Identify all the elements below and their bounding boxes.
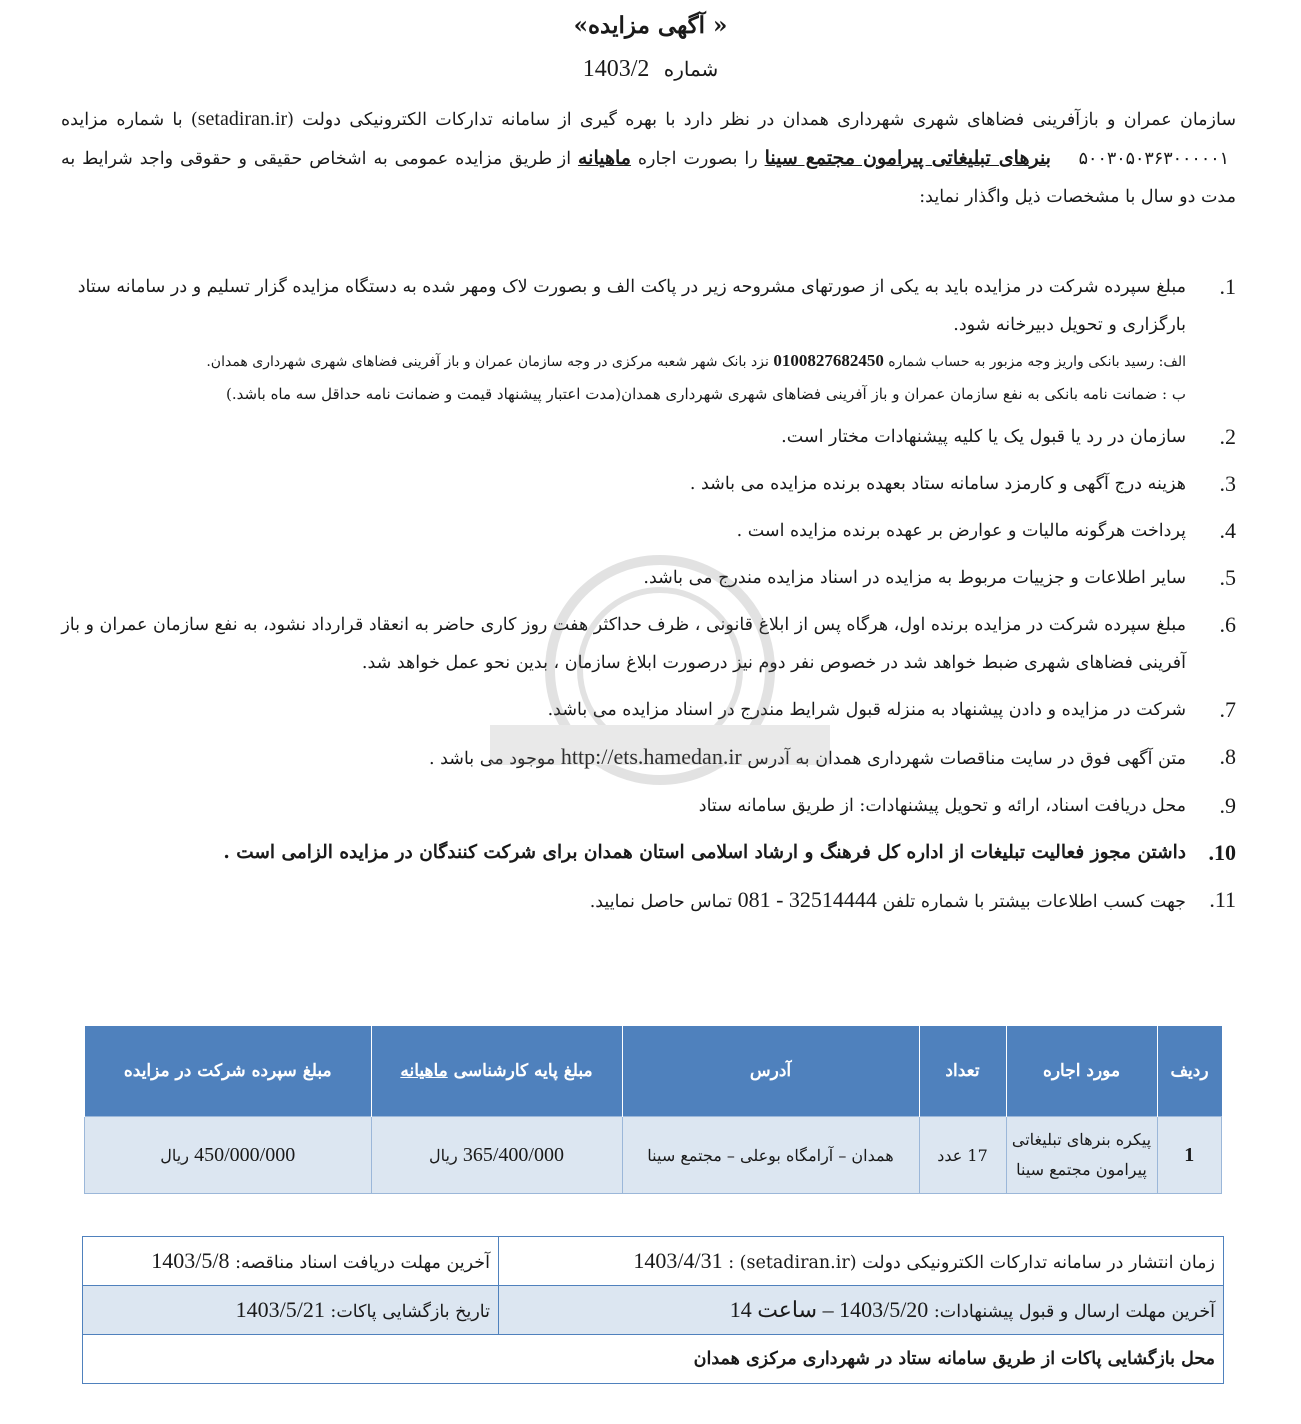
condition-text: شرکت در مزایده و دادن پیشنهاد به منزله قبول شرایط مندرج در اسناد مزایده می باشد.	[547, 700, 1186, 720]
condition-number: 6.	[1219, 612, 1236, 637]
intro-paragraph	[61, 100, 1236, 216]
submit-deadline-value: 1403/5/20 – ساعت 14	[729, 1297, 929, 1322]
condition-text: پرداخت هرگونه مالیات و عوارض بر عهده برنده مزایده است .	[736, 521, 1186, 541]
col-header-item: مورد اجاره	[1006, 1026, 1157, 1117]
schedule-table	[82, 1236, 1224, 1384]
condition-text-post: تماس حاصل نمایید.	[589, 892, 732, 912]
rental-items-table	[84, 1026, 1222, 1194]
publish-cell	[499, 1237, 1224, 1286]
doc-deadline-label: آخرین مهلت دریافت اسناد مناقصه:	[235, 1253, 490, 1273]
schedule-row-2	[83, 1286, 1224, 1335]
doc-deadline-cell	[83, 1237, 499, 1286]
col-header-base-price	[371, 1026, 622, 1117]
condition-item-11	[26, 881, 1236, 921]
contact-phone: 32514444 - 081	[737, 887, 877, 912]
condition-number: 5.	[1219, 565, 1236, 590]
cell-count: 17 عدد	[919, 1117, 1006, 1194]
cell-deposit	[85, 1117, 372, 1194]
publish-value: 1403/4/31	[633, 1248, 723, 1273]
col-header-deposit: مبلغ سپرده شرکت در مزایده	[85, 1026, 372, 1117]
condition-item-8	[26, 738, 1236, 778]
opening-date-label: تاریخ بازگشایی پاکات:	[330, 1302, 490, 1322]
cell-row: 1	[1157, 1117, 1222, 1194]
sub-a-text-post: نزد بانک شهر شعبه مرکزی در وجه سازمان عمران و باز آفرینی فضاهای شهری شهرداری همدان.	[206, 354, 769, 370]
sub-a-text: الف: رسید بانکی واریز وجه مزبور به حساب شماره	[888, 354, 1186, 370]
publish-label: زمان انتشار در سامانه تدارکات الکترونیکی دولت (setadiran.ir) :	[728, 1253, 1215, 1273]
intro-text-3: را بصورت اجاره	[637, 149, 758, 169]
base-price-monthly: ماهیانه	[400, 1061, 448, 1081]
condition-sub-a	[26, 346, 1186, 377]
deposit-unit: ریال	[160, 1145, 189, 1165]
condition-number: 1.	[1219, 274, 1236, 299]
notice-number	[0, 56, 1301, 83]
conditions-list	[26, 268, 1236, 930]
auction-number: ۵۰۰۳۰۵۰۳۶۳۰۰۰۰۰۱	[1078, 149, 1230, 169]
condition-text: داشتن مجوز فعالیت تبلیغات از اداره کل فرهنگ و ارشاد اسلامی استان همدان برای شرکت کنندگان در مزایده الزامی است .	[223, 842, 1186, 863]
auction-subject: بنرهای تبلیغاتی پیرامون مجتمع سینا	[764, 147, 1051, 169]
condition-number: 3.	[1219, 471, 1236, 496]
submit-deadline-cell	[499, 1286, 1224, 1335]
cell-item: پیکره بنرهای تبلیغاتی پیرامون مجتمع سینا	[1006, 1117, 1157, 1194]
number-value: 1403/2	[582, 56, 650, 82]
condition-item-7	[26, 691, 1236, 729]
condition-item-9	[26, 787, 1236, 825]
intro-text-2: ) با شماره مزایده	[61, 110, 198, 130]
condition-item-6	[26, 606, 1236, 682]
schedule-row-3	[83, 1335, 1224, 1384]
condition-text: متن آگهی فوق در سایت مناقصات شهرداری همدان به آدرس	[747, 749, 1186, 769]
deposit-value: 450/000/000	[194, 1143, 296, 1166]
opening-date-cell	[83, 1286, 499, 1335]
intro-text-4: از طریق مزایده عمومی به اشخاص حقیقی و حقوقی واجد شرایط به مدت دو سال با مشخصات ذیل واگذار نماید:	[61, 149, 1236, 207]
intro-monthly: ماهیانه	[577, 147, 631, 169]
condition-item-3	[26, 465, 1236, 503]
col-header-address: آدرس	[622, 1026, 919, 1117]
number-label: شماره	[663, 57, 719, 81]
bank-account-number: 0100827682450	[773, 351, 884, 370]
condition-text-post: موجود می باشد .	[429, 749, 556, 769]
table-row	[85, 1117, 1222, 1194]
opening-place-cell: محل بازگشایی پاکات از طریق سامانه ستاد در شهرداری مرکزی همدان	[83, 1335, 1224, 1384]
condition-number: 8.	[1219, 744, 1236, 769]
condition-number: 11.	[1209, 887, 1236, 912]
condition-item-2	[26, 418, 1236, 456]
base-price-value: 365/400/000	[462, 1143, 564, 1166]
base-price-label: مبلغ پایه کارشناسی	[453, 1061, 593, 1081]
condition-text: جهت کسب اطلاعات بیشتر با شماره تلفن	[882, 892, 1186, 912]
cell-address: همدان – آرامگاه بوعلی – مجتمع سینا	[622, 1117, 919, 1194]
condition-number: 2.	[1219, 424, 1236, 449]
condition-text: سایر اطلاعات و جزییات مربوط به مزایده در اسناد مزایده مندرج می باشد.	[643, 568, 1186, 588]
intro-site: setadiran.ir	[197, 108, 288, 130]
notice-title: « آگهی مزایده»	[573, 12, 728, 39]
condition-sub-b: ب : ضمانت نامه بانکی به نفع سازمان عمران و باز آفرینی فضاهای شهری شهرداری همدان(مدت اعتبار پیشنهاد قیمت و ضمانت نامه حداقل سه ماه باشد.)	[226, 385, 1186, 403]
cell-base-price	[371, 1117, 622, 1194]
condition-text: مبلغ سپرده شرکت در مزایده باید به یکی از صورتهای مشروحه زیر در پاکت الف و بصورت لاک ومهر شده به دستگاه مزایده گزار تسلیم و در سامانه ستاد بارگزاری و تحویل دبیرخانه شود.	[77, 277, 1186, 335]
condition-text: سازمان در رد یا قبول یک یا کلیه پیشنهادات مختار است.	[781, 427, 1186, 447]
condition-item-4	[26, 512, 1236, 550]
condition-text: مبلغ سپرده شرکت در مزایده برنده اول، هرگاه پس از ابلاغ قانونی ، ظرف حداکثر هفت روز کاری حاضر به انعقاد قرارداد نشود، به نفع سازمان عمران و باز آفرینی فضاهای شهری ضبط خواهد شد در خصوص نفر دوم نیز درصورت ابلاغ سازمان ، بدین نحو عمل خواهد شد.	[61, 615, 1186, 673]
table-header-row	[85, 1026, 1222, 1117]
condition-number: 4.	[1219, 518, 1236, 543]
condition-item-1	[26, 268, 1236, 409]
condition-number: 7.	[1219, 697, 1236, 722]
col-header-row: ردیف	[1157, 1026, 1222, 1117]
base-price-unit: ریال	[429, 1145, 458, 1165]
opening-date-value: 1403/5/21	[235, 1297, 325, 1322]
schedule-row-1	[83, 1237, 1224, 1286]
condition-number: 9.	[1219, 793, 1236, 818]
doc-deadline-value: 1403/5/8	[151, 1248, 230, 1273]
condition-item-5	[26, 559, 1236, 597]
intro-text-1: سازمان عمران و بازآفرینی فضاهای شهری شهرداری همدان در نظر دارد با بهره گیری از سامانه تدارکات الکترونیکی دولت (	[287, 110, 1236, 130]
tender-site-url[interactable]: http://ets.hamedan.ir	[560, 744, 742, 769]
submit-deadline-label: آخرین مهلت ارسال و قبول پیشنهادات:	[933, 1302, 1215, 1322]
condition-text: هزینه درج آگهی و کارمزد سامانه ستاد بعهده برنده مزایده می باشد .	[689, 474, 1186, 494]
condition-item-10	[26, 834, 1236, 872]
condition-text: محل دریافت اسناد، ارائه و تحویل پیشنهادات: از طریق سامانه ستاد	[698, 796, 1186, 816]
col-header-count: تعداد	[919, 1026, 1006, 1117]
condition-number: 10.	[1208, 840, 1236, 865]
